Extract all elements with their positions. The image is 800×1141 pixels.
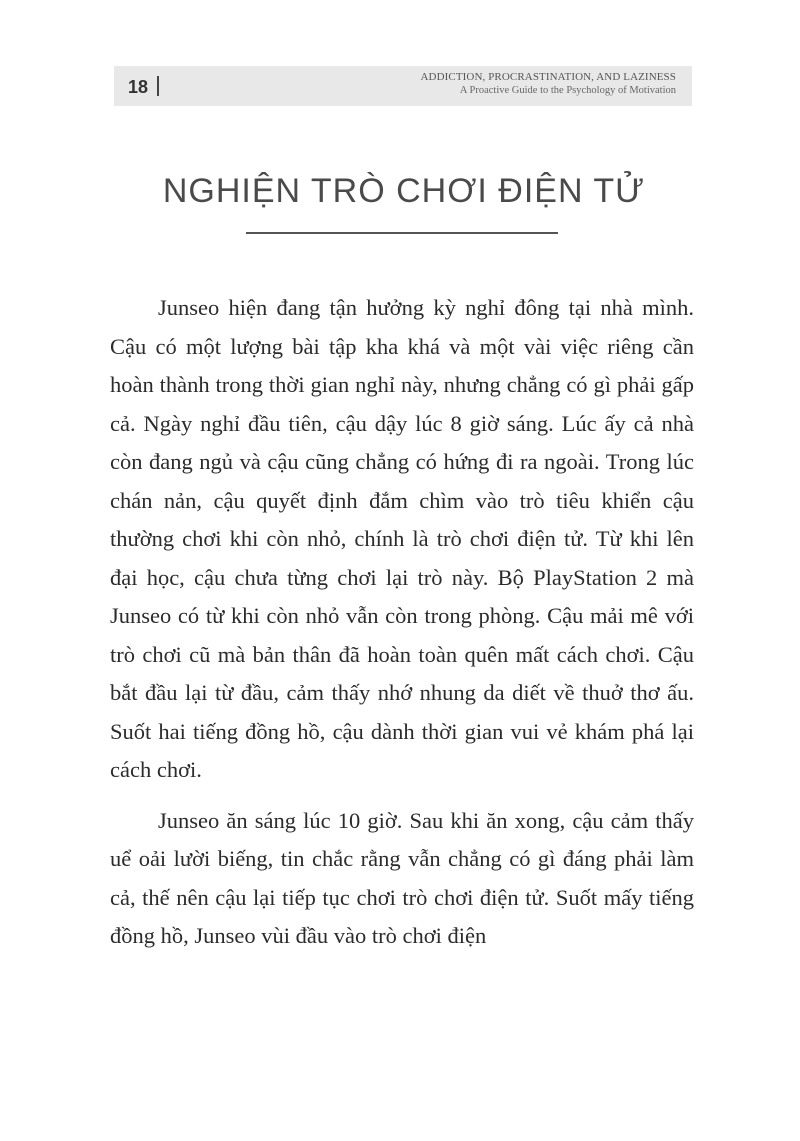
- book-subtitle: A Proactive Guide to the Psychology of Motivation: [459, 85, 676, 96]
- book-title: ADDICTION, PROCRASTINATION, AND LAZINESS: [420, 71, 676, 83]
- body-text: [110, 289, 694, 968]
- title-underline: [246, 232, 558, 234]
- page-number: 18: [128, 77, 149, 97]
- paragraph: Junseo ăn sáng lúc 10 giờ. Sau khi ăn xong, cậu cảm thấy uể oải lười biếng, tin chắc rằng vẫn chẳng có gì đáng phải làm cả, thế nên cậu lại tiếp tục chơi trò chơi điện tử. Suốt mấy tiếng đồng hồ, Junseo vùi đầu vào trò chơi điện: [110, 807, 694, 948]
- paragraph: Junseo hiện đang tận hưởng kỳ nghỉ đông tại nhà mình. Cậu có một lượng bài tập kha khá và một vài việc riêng cần hoàn thành trong thời gian nghỉ này, nhưng chẳng có gì phải gấp cả. Ngày nghỉ đầu tiên, cậu dậy lúc 8 giờ sáng. Lúc ấy cả nhà còn đang ngủ và cậu cũng chẳng có hứng đi ra ngoài. Trong lúc chán nản, cậu quyết định đắm chìm vào trò tiêu khiển cậu thường chơi khi còn nhỏ, chính là trò chơi điện tử. Từ khi lên đại học, cậu chưa từng chơi lại trò này. Bộ PlayStation 2 mà Junseo có từ khi còn nhỏ vẫn còn trong phòng. Cậu mải mê với trò chơi cũ mà bản thân đã hoàn toàn quên mất cách chơi. Cậu bắt đầu lại từ đầu, cảm thấy nhớ nhung da diết về thuở thơ ấu. Suốt hai tiếng đồng hồ, cậu dành thời gian vui vẻ khám phá lại cách chơi.: [110, 295, 694, 782]
- chapter-title: NGHIỆN TRÒ CHƠI ĐIỆN TỬ: [162, 172, 646, 210]
- header-divider: [157, 76, 159, 96]
